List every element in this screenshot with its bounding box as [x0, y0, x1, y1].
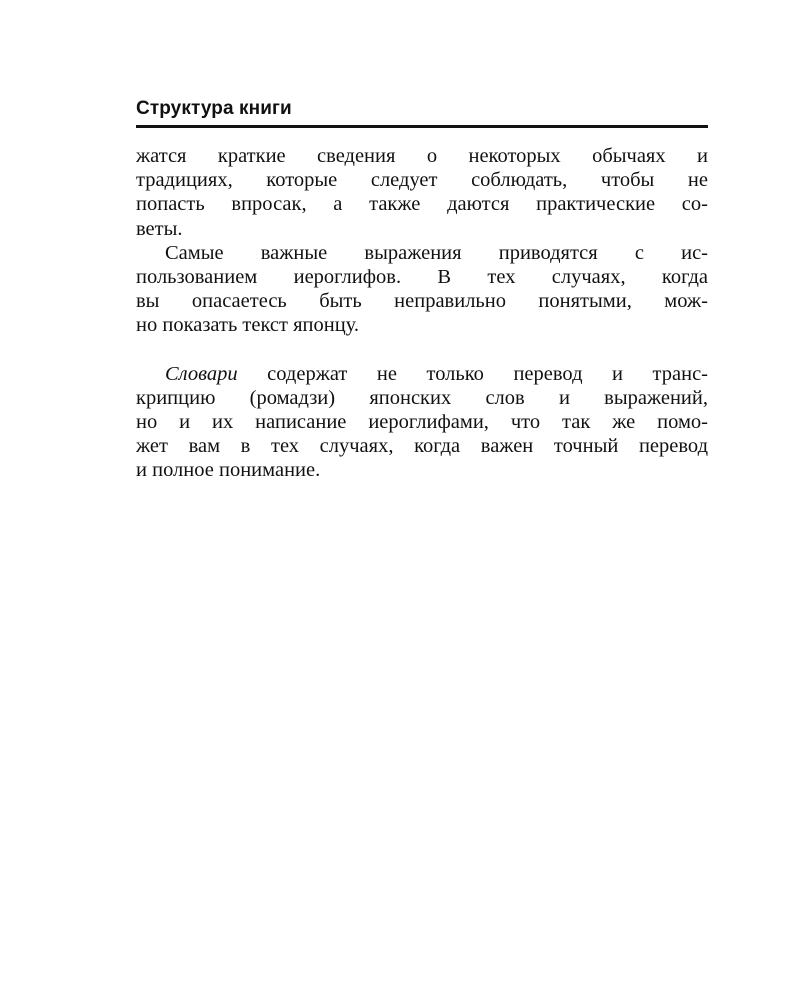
paragraph-hieroglyphs — [136, 241, 708, 338]
text-line: крипцию (ромадзи) японских слов и выражений, — [136, 386, 708, 409]
text-line: но показать текст японцу. — [136, 314, 360, 337]
running-head-title: Структура книги — [136, 96, 708, 128]
text-line — [136, 362, 708, 386]
text-line: традициях, которые следует соблюдать, чтобы не — [136, 169, 708, 192]
text-line: пользованием иероглифов. В тех случаях, когда — [136, 266, 708, 289]
text-line: вы опасаетесь быть неправильно понятыми, мож- — [136, 290, 708, 313]
text-line: но и их написание иероглифами, что так же помо- — [136, 411, 708, 434]
text-line: Самые важные выражения приводятся с ис- — [165, 241, 708, 264]
text-line-rest: содержат не только перевод и транс- — [237, 362, 708, 385]
italic-term: Словари — [165, 362, 238, 385]
text-line: попасть впросак, а также даются практические со- — [136, 193, 708, 216]
text-line: жет вам в тех случаях, когда важен точный перевод — [136, 435, 708, 458]
paragraph-customs — [136, 144, 708, 241]
text-line: веты. — [136, 217, 183, 240]
text-line: жатся краткие сведения о некоторых обычаях и — [136, 145, 708, 167]
paragraph-spacer — [136, 338, 708, 362]
paragraph-dictionaries — [136, 362, 708, 483]
book-page — [136, 96, 708, 483]
body-text — [136, 144, 708, 483]
text-line: и полное понимание. — [136, 459, 321, 482]
